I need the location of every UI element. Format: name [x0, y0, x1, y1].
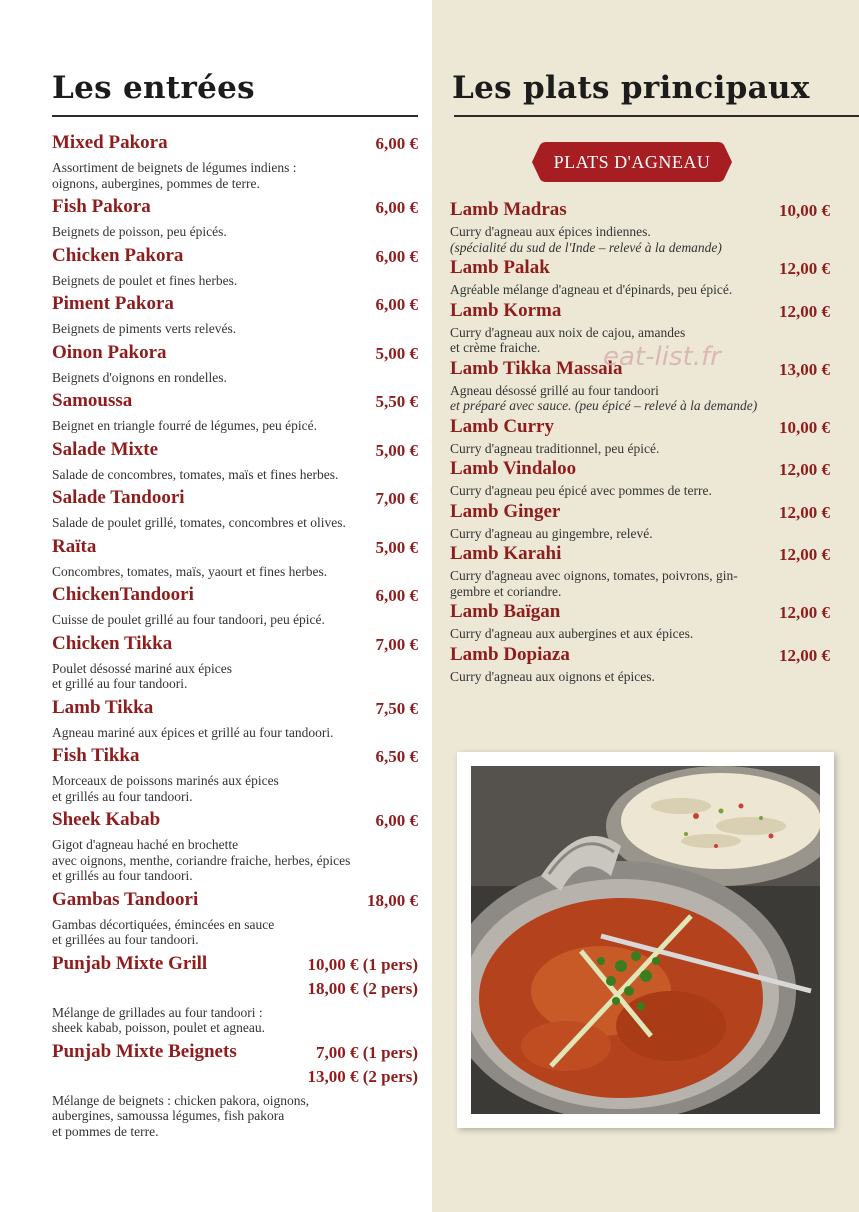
price-line: 6,00 €	[375, 198, 418, 217]
description-line: et grillés au four tandoori.	[52, 868, 193, 883]
price-line: 6,00 €	[375, 586, 418, 605]
dish-price	[779, 416, 830, 440]
price-line: 7,00 € (1 pers)	[316, 1042, 418, 1062]
menu-item-lamb-palak	[450, 257, 830, 298]
section-badge	[532, 142, 732, 182]
dish-description	[52, 370, 418, 386]
menu-item-chickentandoori	[52, 584, 418, 628]
price-line: 10,00 €	[779, 201, 830, 220]
menu-item-header	[52, 293, 418, 317]
price-line: 7,50 €	[375, 698, 418, 718]
dish-description	[52, 515, 418, 531]
dish-name: Salade Tandoori	[52, 487, 185, 508]
dish-price	[779, 358, 830, 382]
menu-item-header	[52, 487, 418, 511]
menu-item-header	[52, 342, 418, 366]
price-line: 5,00 €	[375, 440, 418, 460]
dish-price	[376, 697, 419, 721]
menu-item-lamb-madras	[450, 199, 830, 255]
menu-item-samoussa	[52, 390, 418, 434]
description-line: gembre et coriandre.	[450, 583, 562, 599]
dish-description	[52, 160, 418, 191]
description-line: Curry d'agneau au gingembre, relevé.	[450, 525, 653, 541]
price-line: 5,00 €	[375, 537, 418, 557]
menu-item-salade-mixte	[52, 439, 418, 483]
menu-item-header	[52, 390, 418, 414]
dish-price	[779, 644, 830, 668]
dish-name: Samoussa	[52, 390, 133, 411]
dish-description	[52, 418, 418, 434]
description-line: Agneau désossé grillé au four tandoori	[450, 382, 659, 398]
menu-item-gambas-tandoori	[52, 889, 418, 948]
dish-description	[52, 1005, 418, 1036]
dish-name: Gambas Tandoori	[52, 888, 199, 910]
dish-price	[779, 458, 830, 482]
dish-description	[52, 773, 418, 804]
description-line: et grillés au four tandoori.	[52, 788, 193, 804]
dish-name: Lamb Curry	[450, 415, 554, 437]
price-line: 13,00 € (2 pers)	[307, 1066, 418, 1086]
menu-item-mixed-pakora	[52, 132, 418, 191]
dish-description	[450, 483, 830, 499]
dish-description	[52, 661, 418, 692]
description-line: Curry d'agneau aux aubergines et aux épices.	[450, 626, 694, 641]
section-badge-label: PLATS D'AGNEAU	[553, 152, 711, 172]
price-line: 18,00 €	[367, 890, 418, 910]
menu-item-lamb-vindaloo	[450, 458, 830, 499]
description-line: Salade de concombres, tomates, maïs et fines herbes.	[52, 466, 339, 482]
description-line: et préparé avec sauce. (peu épicé – relevé à la demande)	[450, 398, 758, 413]
dish-price	[376, 633, 419, 657]
price-line: 12,00 €	[779, 545, 830, 564]
dish-price	[376, 293, 419, 317]
dish-name: Fish Tikka	[52, 745, 140, 766]
dish-price	[779, 601, 830, 625]
watermark: eat-list.fr	[603, 342, 721, 372]
dish-name: Lamb Madras	[450, 199, 567, 220]
menu-item-header	[52, 809, 418, 833]
dish-description	[450, 282, 830, 298]
dish-price	[376, 487, 419, 511]
dish-description	[52, 612, 418, 628]
description-line: Poulet désossé mariné aux épices	[52, 660, 232, 676]
entrees-list	[52, 132, 418, 1144]
menu-item-header	[450, 644, 830, 668]
description-line: Cuisse de poulet grillé au four tandoori, peu épicé.	[52, 612, 325, 627]
dish-name: Lamb Palak	[450, 257, 550, 278]
menu-item-chicken-tikka	[52, 633, 418, 692]
description-line: et grillé au four tandoori.	[52, 676, 188, 691]
dish-description	[52, 321, 418, 337]
description-line: Concombres, tomates, maïs, yaourt et fines herbes.	[52, 563, 328, 579]
description-line: Curry d'agneau avec oignons, tomates, poivrons, gin-	[450, 568, 738, 583]
price-line: 5,50 €	[375, 392, 418, 411]
dish-name: Mixed Pakora	[52, 132, 168, 153]
menu-item-fish-tikka	[52, 745, 418, 804]
menu-item-header	[450, 199, 830, 223]
price-line: 13,00 €	[779, 359, 830, 379]
description-line: Mélange de beignets : chicken pakora, oignons,	[52, 1092, 310, 1108]
dish-name: Fish Pakora	[52, 196, 151, 217]
price-line: 6,00 €	[375, 246, 418, 266]
dish-name: Lamb Tikka Massala	[450, 357, 623, 379]
dish-price	[779, 543, 830, 567]
menu-item-header	[52, 745, 418, 769]
dish-price	[376, 745, 419, 769]
menu-item-header	[450, 501, 830, 525]
description-line: avec oignons, menthe, coriandre fraiche, herbes, épices	[52, 852, 351, 868]
menu-item-header	[450, 458, 830, 482]
dish-description	[52, 467, 418, 483]
menu-item-header	[450, 416, 830, 440]
dish-price	[779, 199, 830, 223]
description-line: Curry d'agneau aux noix de cajou, amandes	[450, 324, 686, 340]
plats-heading: Les plats principaux	[452, 70, 810, 106]
menu-item-header	[52, 633, 418, 657]
menu-item-lamb-karahi	[450, 543, 830, 599]
menu-item-header	[52, 1041, 418, 1089]
dish-name: Punjab Mixte Grill	[52, 952, 208, 974]
description-line: Curry d'agneau aux oignons et épices.	[450, 668, 655, 684]
menu-item-lamb-dopiaza	[450, 644, 830, 685]
price-line: 7,00 €	[375, 489, 418, 508]
menu-item-header	[450, 300, 830, 324]
dish-description	[52, 725, 418, 741]
menu-item-header	[52, 889, 418, 913]
menu-item-punjab-mixte-grill	[52, 953, 418, 1036]
dish-name: Sheek Kabab	[52, 809, 161, 830]
dish-description	[52, 1093, 418, 1140]
dish-name: Chicken Pakora	[52, 244, 184, 266]
price-line: 12,00 €	[779, 259, 830, 278]
dish-price	[376, 584, 419, 608]
dish-description	[450, 526, 830, 542]
description-line: Beignets de poisson, peu épicés.	[52, 224, 227, 239]
price-line: 10,00 € (1 pers)	[307, 954, 418, 974]
price-line: 12,00 €	[779, 645, 830, 665]
description-line: Gigot d'agneau haché en brochette	[52, 837, 239, 852]
price-line: 7,00 €	[375, 634, 418, 654]
description-line: et crème fraiche.	[450, 340, 541, 355]
menu-item-sheek-kabab	[52, 809, 418, 884]
dish-description	[450, 626, 830, 642]
description-line: Curry d'agneau peu épicé avec pommes de terre.	[450, 483, 712, 498]
menu-item-header	[52, 953, 418, 1001]
dish-price	[376, 439, 419, 463]
dish-description	[52, 837, 418, 884]
price-line: 6,50 €	[375, 747, 418, 766]
dish-name: Lamb Vindaloo	[450, 458, 577, 479]
dish-name: Lamb Dopiaza	[450, 643, 570, 665]
dish-description	[52, 917, 418, 948]
dish-description	[52, 273, 418, 289]
menu-item-header	[52, 584, 418, 608]
description-line: Beignets de poulet et fines herbes.	[52, 272, 238, 288]
description-line: Agréable mélange d'agneau et d'épinards, peu épicé.	[450, 282, 733, 297]
menu-item-punjab-mixte-beignets	[52, 1041, 418, 1140]
menu-item-header	[52, 536, 418, 560]
dish-price	[779, 501, 830, 525]
dish-name: Lamb Baïgan	[450, 601, 561, 622]
dish-name: Piment Pakora	[52, 293, 174, 314]
price-line: 12,00 €	[779, 460, 830, 479]
plats-divider	[454, 115, 859, 117]
dish-description	[450, 669, 830, 685]
dish-price	[376, 536, 419, 560]
menu-item-header	[52, 439, 418, 463]
menu-item-raita	[52, 536, 418, 580]
description-line: Beignets d'oignons en rondelles.	[52, 369, 227, 385]
dish-name: Lamb Korma	[450, 299, 562, 321]
dish-name: Punjab Mixte Beignets	[52, 1040, 237, 1062]
menu-item-header	[52, 132, 418, 156]
dish-name: Oinon Pakora	[52, 341, 167, 363]
dish-name: Lamb Karahi	[450, 543, 562, 564]
description-line: aubergines, samoussa légumes, fish pakora	[52, 1108, 285, 1123]
description-line: Agneau mariné aux épices et grillé au four tandoori.	[52, 724, 334, 740]
description-line: oignons, aubergines, pommes de terre.	[52, 175, 260, 191]
dish-name: Chicken Tikka	[52, 632, 173, 654]
dish-price	[376, 132, 419, 156]
dish-name: Lamb Ginger	[450, 500, 561, 522]
dish-name: Raïta	[52, 535, 97, 557]
menu-item-lamb-ginger	[450, 501, 830, 542]
menu-item-lamb-baigan	[450, 601, 830, 642]
dish-price	[376, 196, 419, 220]
description-line: Beignet en triangle fourré de légumes, peu épicé.	[52, 418, 318, 433]
dish-description	[450, 568, 830, 599]
dish-price	[308, 953, 418, 1001]
menu-item-header	[450, 543, 830, 567]
description-line: Curry d'agneau aux épices indiennes.	[450, 224, 651, 239]
menu-item-piment-pakora	[52, 293, 418, 337]
menu-item-header	[52, 245, 418, 269]
price-line: 12,00 €	[779, 301, 830, 321]
dish-description	[52, 224, 418, 240]
menu-item-fish-pakora	[52, 196, 418, 240]
price-line: 12,00 €	[779, 502, 830, 522]
dish-name: Lamb Tikka	[52, 696, 154, 718]
description-line: Beignets de piments verts relevés.	[52, 321, 237, 336]
description-line: Salade de poulet grillé, tomates, concombres et olives.	[52, 515, 346, 530]
dish-price	[308, 1041, 418, 1089]
price-line: 18,00 € (2 pers)	[307, 978, 418, 998]
plats-list	[450, 199, 830, 686]
description-line: Mélange de grillades au four tandoori :	[52, 1004, 263, 1020]
menu-item-header	[450, 257, 830, 281]
dish-price	[779, 300, 830, 324]
price-line: 5,00 €	[375, 343, 418, 363]
dish-photo	[457, 752, 834, 1128]
curry-dish-illustration	[471, 766, 820, 1114]
description-line: et grillées au four tandoori.	[52, 932, 199, 947]
dish-description	[52, 564, 418, 580]
menu-item-header	[450, 601, 830, 625]
dish-description	[450, 224, 830, 255]
dish-price	[376, 390, 419, 414]
menu-item-chicken-pakora	[52, 245, 418, 289]
menu-item-oinon-pakora	[52, 342, 418, 386]
description-line: Gambas décortiquées, émincées en sauce	[52, 916, 275, 932]
menu-item-header	[52, 697, 418, 721]
dish-price	[376, 245, 419, 269]
description-line: Morceaux de poissons marinés aux épices	[52, 773, 279, 788]
dish-price	[367, 889, 418, 913]
price-line: 12,00 €	[779, 603, 830, 622]
dish-name: ChickenTandoori	[52, 584, 194, 605]
dish-description	[450, 383, 830, 414]
description-line: Assortiment de beignets de légumes indiens :	[52, 160, 297, 175]
price-line: 6,00 €	[375, 295, 418, 314]
dish-description	[450, 441, 830, 457]
price-line: 6,00 €	[375, 134, 418, 153]
description-line: (spécialité du sud de l'Inde – relevé à la demande)	[450, 239, 722, 255]
description-line: sheek kabab, poisson, poulet et agneau.	[52, 1020, 265, 1035]
menu-item-lamb-tikka	[52, 697, 418, 741]
entrees-heading: Les entrées	[52, 70, 255, 106]
dish-price	[376, 809, 419, 833]
description-line: et pommes de terre.	[52, 1123, 159, 1139]
menu-item-salade-tandoori	[52, 487, 418, 531]
price-line: 6,00 €	[375, 811, 418, 830]
menu-item-lamb-curry	[450, 416, 830, 457]
dish-price	[376, 342, 419, 366]
entrees-divider	[52, 115, 418, 117]
menu-item-header	[52, 196, 418, 220]
dish-price	[779, 257, 830, 281]
dish-name: Salade Mixte	[52, 438, 159, 460]
description-line: Curry d'agneau traditionnel, peu épicé.	[450, 440, 660, 456]
price-line: 10,00 €	[779, 417, 830, 437]
